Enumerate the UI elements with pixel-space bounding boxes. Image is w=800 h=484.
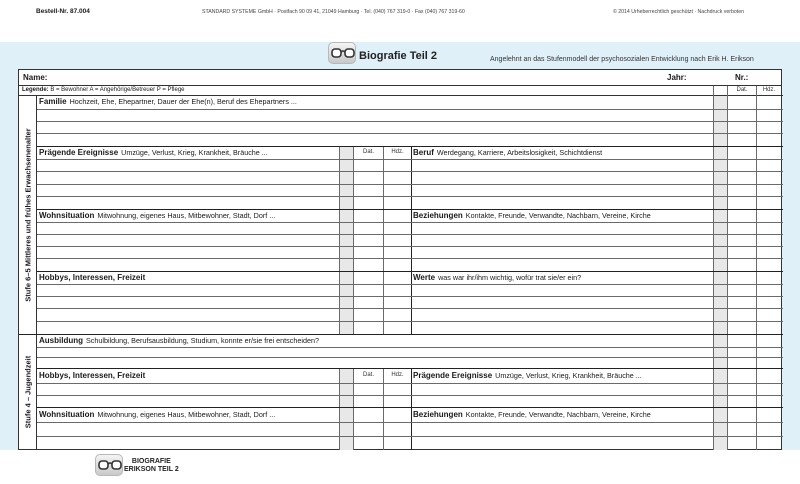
section-hobbys-interessen-freizeit: Hobbys, Interessen, Freizeit [39,273,146,282]
section-hobbys-jugendzeit: Hobbys, Interessen, Freizeit [39,371,146,380]
section-beruf: Beruf Werdegang, Karriere, Arbeitslosigkeit, Schichtdienst [413,148,603,157]
section-beziehungen-jugendzeit: Beziehungen Kontakte, Freunde, Verwandte, Nachbarn, Vereine, Kirche [413,410,651,419]
name-bar [18,69,782,86]
section-wohnsituation: Wohnsituation Mitwohnung, eigenes Haus, Mitbewohner, Stadt, Dorf ... [39,211,276,220]
section-praegende-ereignisse: Prägende Ereignisse Umzüge, Verlust, Krieg, Krankheit, Bräuche ... [39,148,268,157]
form-title: Biografie Teil 2 [359,50,438,62]
shade-column [713,368,727,450]
footer-label: BIOGRAFIE ERIKSON TEIL 2 [124,458,179,473]
column-header-hdz: Hdz. [762,87,776,93]
section-wohnsituation-jugendzeit: Wohnsituation Mitwohnung, eigenes Haus, Mitbewohner, Stadt, Dorf ... [39,410,276,419]
glasses-icon [328,42,356,64]
top-info-bar [0,0,800,42]
legend-text: B = Bewohner A = Angehörige/Betreuer P = Pflege [50,87,185,93]
glasses-icon [95,454,123,476]
column-header-hdz: Hdz. [391,372,404,378]
section-ausbildung: Ausbildung Schulbildung, Berufsausbildung, Studium, konnte er/sie frei entscheiden? [39,336,319,345]
name-label: Name: [23,73,48,82]
stage-6-5-label: Stufe 6–5 Mittleres und frühes Erwachsenenalter [19,96,37,334]
stage-4-label: Stufe 4 – Jugendzeit [19,334,37,450]
column-header-dat: Dat. [362,372,374,378]
section-beziehungen: Beziehungen Kontakte, Freunde, Verwandte, Nachbarn, Vereine, Kirche [413,211,651,220]
shade-column [339,146,353,334]
shade-column [339,368,353,450]
shade-column [713,334,727,368]
column-header-hdz: Hdz. [391,149,404,155]
section-praegende-ereignisse-jugendzeit: Prägende Ereignisse Umzüge, Verlust, Krieg, Krankheit, Bräuche ... [413,371,642,380]
order-number: Bestell-Nr. 87.004 [36,8,90,15]
form-subtitle: Angelehnt an das Stufenmodell der psychosozialen Entwicklung nach Erik H. Erikson [490,56,754,63]
copyright-notice: © 2014 Urheberrechtlich geschützt · Nachdruck verboten [613,9,744,15]
company-address: STANDARD SYSTEME GmbH · Postfach 90 09 41, 21049 Hamburg · Tel. (040) 767 319-0 · Fax (040) 767 319-60 [202,9,465,15]
number-label: Nr.: [735,73,749,82]
year-label: Jahr: [667,73,687,82]
section-familie: Familie Hochzeit, Ehe, Ehepartner, Dauer der Ehe(n), Beruf des Ehepartners ... [39,97,297,106]
legend-row [19,86,783,96]
section-werte: Werte was war ihr/ihm wichtig, wofür trat sie/er ein? [413,273,582,282]
column-header-dat: Dat. [362,149,374,155]
column-header-dat: Dat. [736,87,748,93]
shade-column [713,146,727,334]
biography-grid [18,86,782,450]
legend-label: Legende: [22,87,49,93]
